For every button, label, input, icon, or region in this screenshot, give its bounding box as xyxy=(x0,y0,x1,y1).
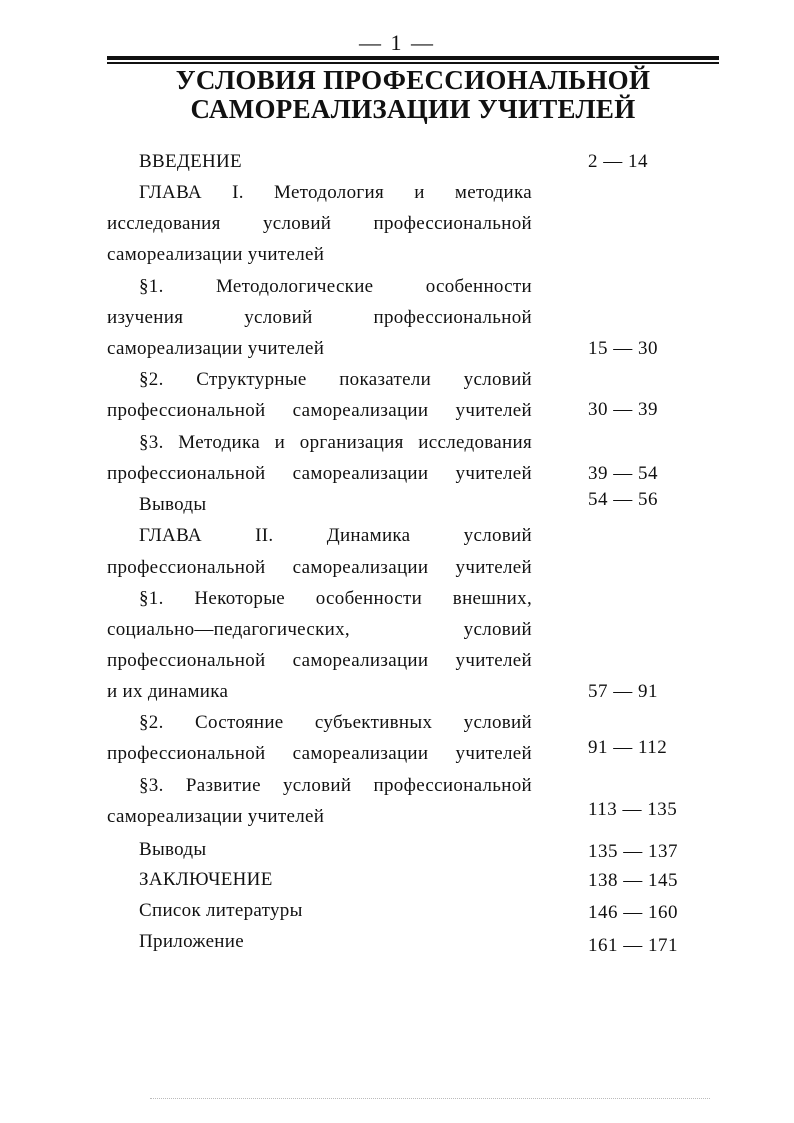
document-title xyxy=(107,66,719,124)
toc-ch1-s2-line1: §2. Структурные показатели условий xyxy=(139,369,532,390)
toc-intro-label: ВВЕДЕНИЕ xyxy=(139,151,242,172)
title-line-2: САМОРЕАЛИЗАЦИИ УЧИТЕЛЕЙ xyxy=(190,94,636,124)
toc-ch1-s2-pages: 30 — 39 xyxy=(588,399,658,420)
toc-ch1-s2-line2: профессиональной самореализации учителей xyxy=(107,400,532,421)
toc-appendix-label: Приложение xyxy=(139,931,244,952)
scan-noise xyxy=(150,1098,710,1100)
title-line-1: УСЛОВИЯ ПРОФЕССИОНАЛЬНОЙ xyxy=(175,65,651,95)
page-number: — 1 — xyxy=(359,30,435,55)
toc-ch2-s2-pages: 91 — 112 xyxy=(588,737,668,758)
toc-ch2-s1-pages: 57 — 91 xyxy=(588,681,658,702)
toc-chapter1-line3: самореализации учителей xyxy=(107,244,325,265)
toc-ch2-conclusions-pages: 135 — 137 xyxy=(588,841,678,862)
toc-ch1-conclusions-pages: 54 — 56 xyxy=(588,489,658,510)
toc-ch2-s2-line2: профессиональной самореализации учителей xyxy=(107,743,532,764)
toc-ch1-s1-pages: 15 — 30 xyxy=(588,338,658,359)
toc-conclusion-label: ЗАКЛЮЧЕНИЕ xyxy=(139,869,273,890)
header-rule-thick xyxy=(107,56,719,60)
toc-references-pages: 146 — 160 xyxy=(588,902,678,923)
toc-ch2-s3-line1: §3. Развитие условий профессиональной xyxy=(139,775,532,796)
toc-references-label: Список литературы xyxy=(139,900,303,921)
toc-ch2-s1-line3: профессиональной самореализации учителей xyxy=(107,650,532,671)
toc-appendix-pages: 161 — 171 xyxy=(588,935,678,956)
toc-chapter1-line2: исследования условий профессиональной xyxy=(107,213,532,234)
toc-ch2-conclusions-label: Выводы xyxy=(139,839,207,860)
toc-ch2-s1-line1: §1. Некоторые особенности внешних, xyxy=(139,588,532,609)
toc-chapter1-line1: ГЛАВА I. Методология и методика xyxy=(139,182,532,203)
toc-ch2-s3-line2: самореализации учителей xyxy=(107,806,325,827)
toc-chapter2-line2: профессиональной самореализации учителей xyxy=(107,557,532,578)
toc-intro-pages: 2 — 14 xyxy=(588,151,648,172)
toc-ch1-conclusions-label: Выводы xyxy=(139,494,207,515)
toc-ch1-s3-pages: 39 — 54 xyxy=(588,463,658,484)
header-rule-thin xyxy=(107,62,719,64)
toc-ch1-s1-line1: §1. Методологические особенности xyxy=(139,276,532,297)
toc-conclusion-pages: 138 — 145 xyxy=(588,870,678,891)
toc-ch2-s1-line4: и их динамика xyxy=(107,681,229,702)
toc-ch1-s1-line2: изучения условий профессиональной xyxy=(107,307,532,328)
toc-ch2-s1-line2: социально—педагогических, условий xyxy=(107,619,532,640)
toc-ch1-s3-line1: §3. Методика и организация исследования xyxy=(139,432,532,453)
toc-ch2-s3-pages: 113 — 135 xyxy=(588,799,678,820)
toc-chapter2-line1: ГЛАВА II. Динамика условий xyxy=(139,525,532,546)
toc-ch2-s2-line1: §2. Состояние субъективных условий xyxy=(139,712,532,733)
toc-ch1-s3-line2: профессиональной самореализации учителей xyxy=(107,463,532,484)
toc-ch1-s1-line3: самореализации учителей xyxy=(107,338,325,359)
